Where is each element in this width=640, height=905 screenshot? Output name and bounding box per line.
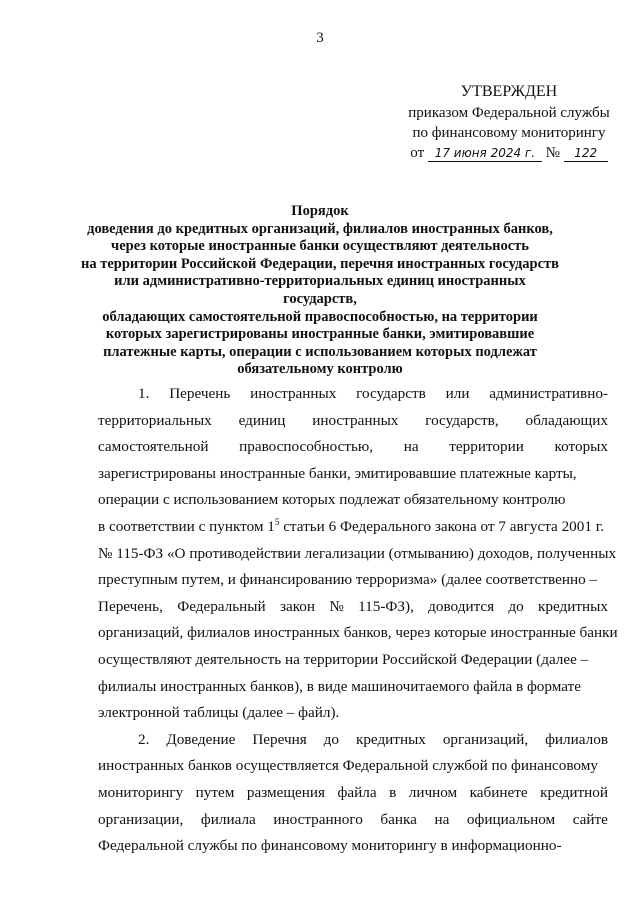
paragraph-1-line-13: электронной таблицы (далее – файл). xyxy=(98,704,340,722)
word: Доведение xyxy=(166,730,236,748)
word: кредитных xyxy=(355,730,426,748)
word: которых xyxy=(554,438,608,456)
paragraph-2-line-1 xyxy=(98,727,608,754)
from-label: от xyxy=(410,145,425,161)
title-line: которых зарегистрированы иностранные банки, эмитировавшие xyxy=(105,326,535,343)
word: Федеральный xyxy=(177,597,266,615)
title-line: Порядок xyxy=(291,203,349,219)
title-line: или административно-территориальных единиц иностранных государств, xyxy=(114,273,526,307)
title-line: платежные карты, операции с использованием которых подлежат xyxy=(103,343,537,360)
paragraph-1-line-3 xyxy=(98,434,608,461)
word: самостоятельной xyxy=(98,438,209,456)
word: доводится xyxy=(428,597,495,615)
word: до xyxy=(323,730,339,748)
word: файла xyxy=(337,783,377,801)
text-segment: статьи 6 Федерального закона от 7 августа 2001 г. xyxy=(279,517,605,535)
paragraph-1-line-6 xyxy=(98,514,608,541)
paragraph-1-line-2 xyxy=(98,408,608,435)
word: Перечня xyxy=(252,730,307,748)
word: Перечень xyxy=(169,385,231,402)
title-line: через которые иностранные банки осуществляют деятельность xyxy=(111,238,529,255)
word: банка xyxy=(380,810,417,828)
text-segment: в соответствии с пунктом 1 xyxy=(98,517,275,535)
word: в xyxy=(389,783,397,801)
word: 115-ФЗ), xyxy=(358,597,414,615)
page-number: 3 xyxy=(316,30,324,46)
approval-line-2: по финансовому мониторингу xyxy=(412,125,606,141)
document-body xyxy=(98,381,618,860)
handwritten-number: 122 xyxy=(564,146,608,162)
word: единиц xyxy=(238,411,286,429)
word: или xyxy=(445,385,470,402)
word: государств xyxy=(356,385,426,402)
word: кабинете xyxy=(469,783,528,801)
word: официальном xyxy=(466,810,556,828)
paragraph-2-line-5: Федеральной службы по финансовому мониторингу в информационно- xyxy=(98,837,562,855)
approval-stamp xyxy=(398,82,620,163)
handwritten-date: 17 июня 2024 г. xyxy=(428,146,542,162)
word: кредитной xyxy=(540,783,608,801)
word: № xyxy=(329,597,344,615)
title-line: на территории Российской Федерации, перечня иностранных государств xyxy=(80,255,560,272)
title-line: обязательному контролю xyxy=(237,361,403,378)
word: государств, xyxy=(425,411,499,429)
paragraph-1-line-8: преступным путем, и финансированию терроризма» (далее соответственно – xyxy=(98,571,598,589)
word: на xyxy=(403,438,419,456)
word: до xyxy=(508,597,524,615)
paragraph-1-line-4: зарегистрированы иностранные банки, эмитировавшие платежные карты, xyxy=(98,464,577,482)
word: сайте xyxy=(572,810,608,828)
word: размещения xyxy=(246,783,326,801)
paragraph-2-line-4 xyxy=(98,807,608,834)
paragraph-1-line-7: № 115-ФЗ «О противодействии легализации (отмыванию) доходов, полученных xyxy=(98,544,617,562)
word: организаций, xyxy=(442,730,529,748)
word: на xyxy=(434,810,450,828)
superscript: 5 xyxy=(274,516,280,527)
word: путем xyxy=(195,783,235,801)
word: Перечень, xyxy=(98,597,163,615)
paragraph-1-line-9 xyxy=(98,594,608,621)
approval-heading: УТВЕРЖДЕН xyxy=(460,83,558,100)
document-title xyxy=(80,203,560,379)
word: организации, xyxy=(98,810,184,828)
word: филиалов xyxy=(545,730,608,748)
title-line: обладающих самостоятельной правоспособностью, на территории xyxy=(102,308,538,325)
word: иностранных xyxy=(312,411,399,429)
word: кредитных xyxy=(538,597,608,615)
paragraph-2-line-3 xyxy=(98,780,608,807)
word: личном xyxy=(408,783,458,801)
title-line: доведения до кредитных организаций, филиалов иностранных банков, xyxy=(87,220,553,237)
word: иностранного xyxy=(273,810,363,828)
paragraph-1-line-11: осуществляют деятельность на территории Российской Федерации (далее – xyxy=(98,650,589,668)
word: обладающих xyxy=(525,411,608,429)
word: мониторингу xyxy=(98,783,184,801)
word: территориальных xyxy=(98,411,212,429)
paragraph-1-line-5: операции с использованием которых подлежат обязательному контролю xyxy=(98,491,566,509)
word: филиала xyxy=(200,810,256,828)
paragraph-1-line-10: организаций, филиалов иностранных банков, через которые иностранные банки xyxy=(98,624,618,642)
word: иностранных xyxy=(250,385,337,402)
word: 1. xyxy=(138,385,150,402)
word: территории xyxy=(449,438,524,456)
number-label: № xyxy=(545,145,560,161)
paragraph-2-line-2: иностранных банков осуществляется Федеральной службой по финансовому xyxy=(98,757,598,775)
word: правоспособностью, xyxy=(239,438,374,456)
word: административно- xyxy=(489,385,608,402)
word: 2. xyxy=(138,730,150,748)
paragraph-1-line-12: филиалы иностранных банков), в виде машиночитаемого файла в формате xyxy=(98,677,581,695)
word: закон xyxy=(279,597,316,615)
approval-date-row xyxy=(398,143,620,163)
paragraph-1-line-1 xyxy=(98,381,608,408)
approval-line-1: приказом Федеральной службы xyxy=(408,105,610,121)
